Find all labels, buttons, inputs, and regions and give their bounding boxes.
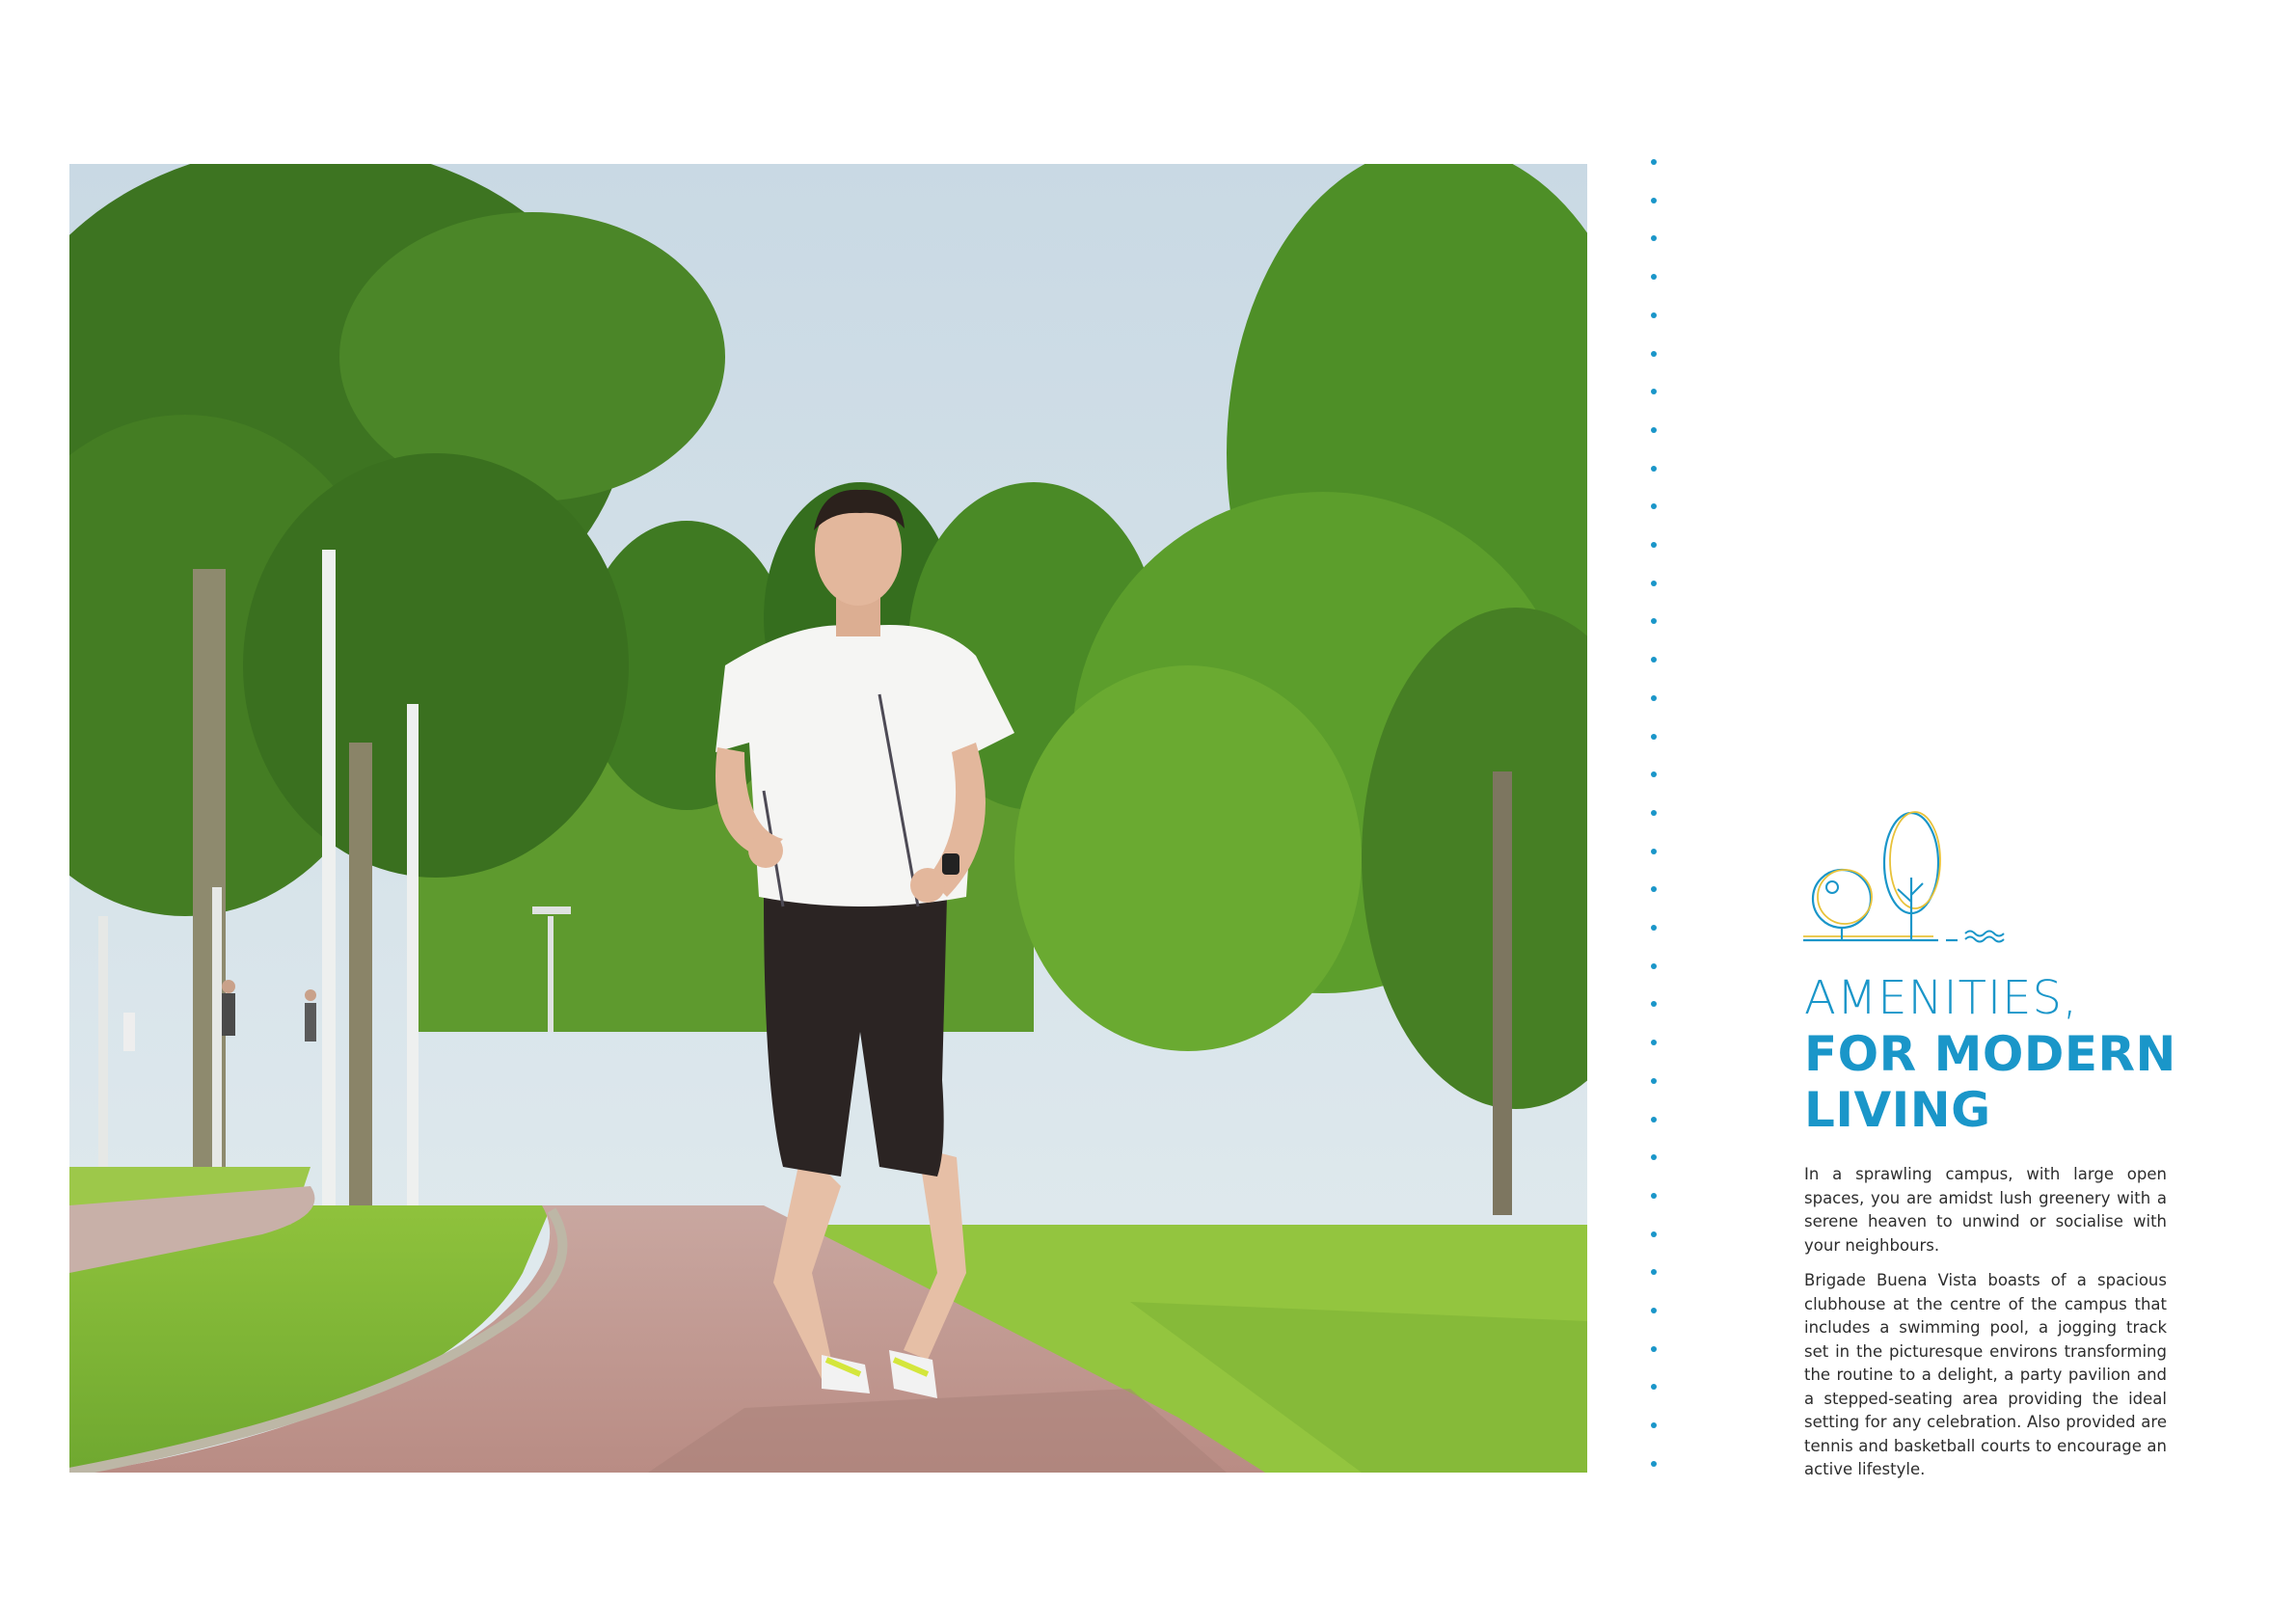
divider-dot [1651,1001,1657,1007]
divider-dot [1651,351,1657,357]
divider-dot [1651,657,1657,663]
divider-dot [1651,542,1657,548]
divider-dot [1651,274,1657,280]
divider-dot [1651,1308,1657,1313]
divider-dot [1651,159,1657,165]
paragraph-1: In a sprawling campus, with large open spaces, you are amidst lush greenery with a serene heaven to unwind or socialise with your neighbours. [1804,1165,2167,1255]
jogger-photo [69,164,1587,1473]
divider-dot [1651,1154,1657,1160]
divider-dot [1651,1269,1657,1275]
divider-dot [1651,503,1657,509]
paragraph-2: Brigade Buena Vista boasts of a spacious clubhouse at the centre of the campus that includes a swimming pool, a jogging track set in the picturesque environs transforming the routine to a delight, a party pavilion and a stepped-seating area providing the ideal setting for any celebration. Also provided are tennis and basketball courts to encourage an active lifestyle. [1804,1271,2167,1478]
divider-dot [1651,1461,1657,1467]
divider-dot [1651,849,1657,854]
divider-dot [1651,886,1657,892]
divider-dot [1651,1384,1657,1390]
divider-dot [1651,1346,1657,1352]
dotted-divider [1651,159,1661,1480]
divider-dot [1651,810,1657,816]
heading-line-3: LIVING [1804,1082,1991,1138]
divider-dot [1651,1040,1657,1045]
divider-dot [1651,581,1657,586]
divider-dot [1651,466,1657,472]
divider-dot [1651,1117,1657,1123]
divider-dot [1651,1422,1657,1428]
divider-dot [1651,771,1657,777]
divider-dot [1651,1231,1657,1237]
body-copy [1804,1163,2167,1494]
divider-dot [1651,695,1657,701]
trees-icon [1803,810,2011,945]
heading-line-2: FOR MODERN [1804,1026,2176,1082]
divider-dot [1651,389,1657,394]
heading-line-1: AMENITIES, [1804,971,2079,1025]
divider-dot [1651,198,1657,203]
divider-dot [1651,427,1657,433]
section-heading [1804,970,2209,1138]
divider-dot [1651,963,1657,969]
divider-dot [1651,1078,1657,1084]
divider-dot [1651,618,1657,624]
divider-dot [1651,1193,1657,1199]
divider-dot [1651,312,1657,318]
divider-dot [1651,235,1657,241]
divider-dot [1651,925,1657,931]
divider-dot [1651,734,1657,740]
